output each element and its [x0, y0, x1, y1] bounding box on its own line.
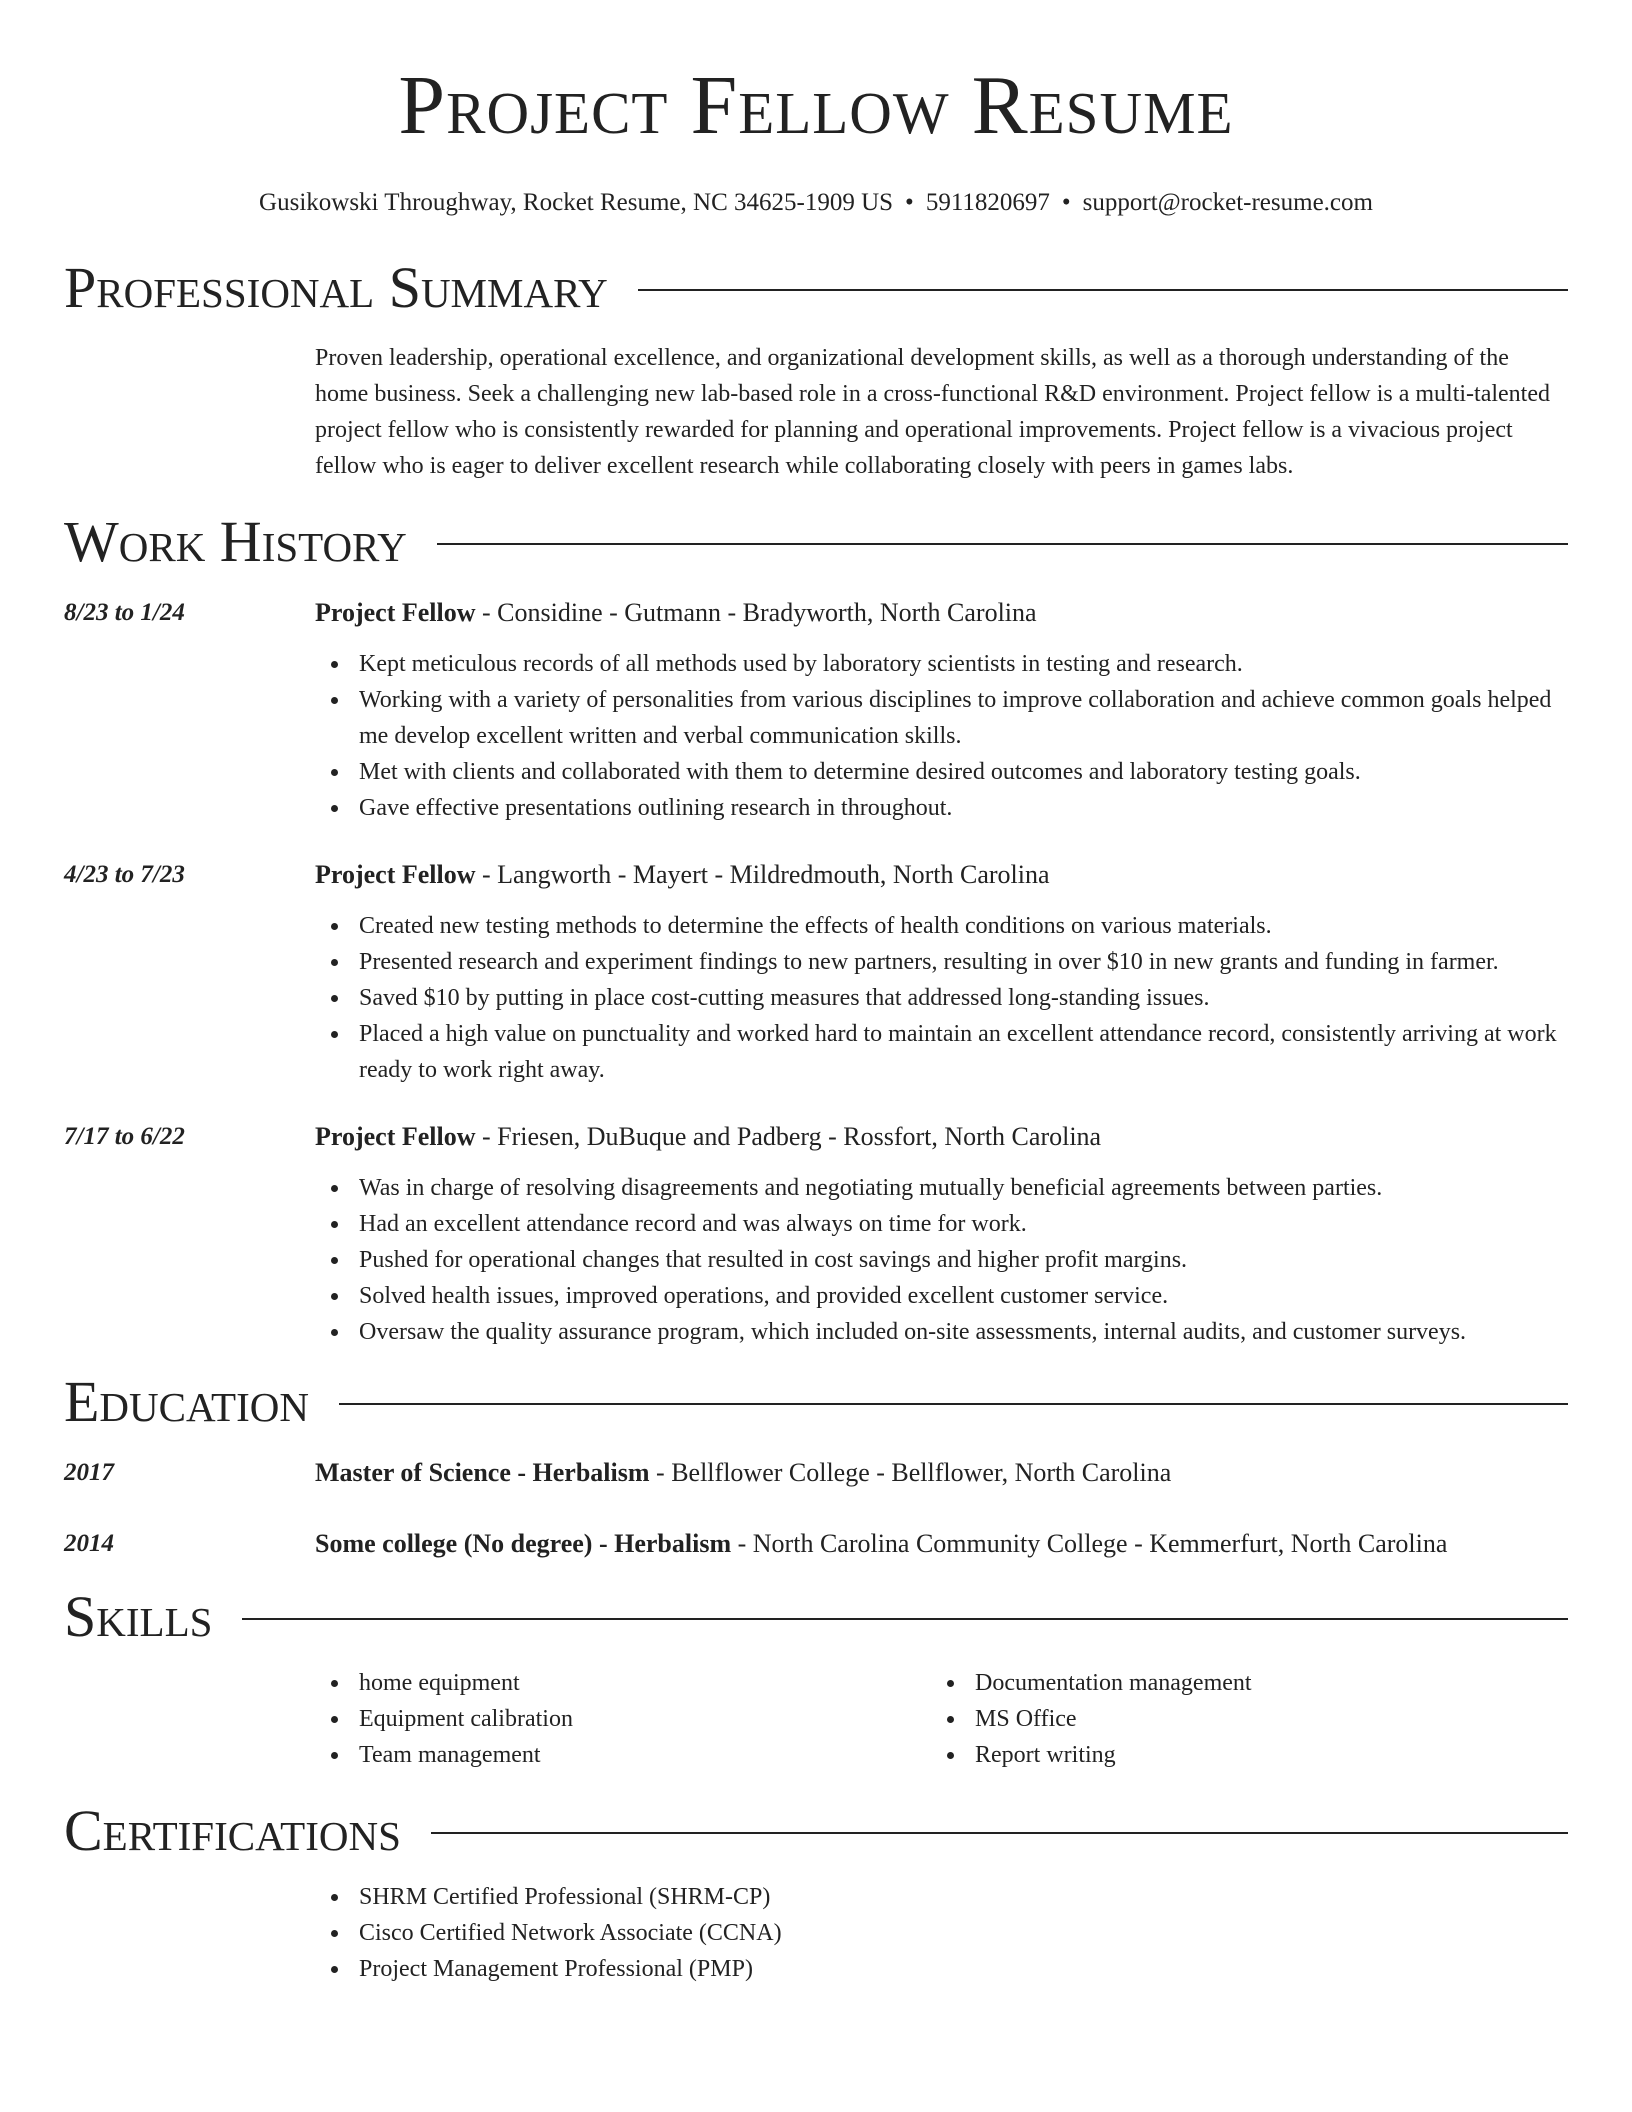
education-degree: Master of Science - Herbalism	[315, 1458, 650, 1487]
skill-item: home equipment	[315, 1665, 931, 1701]
job-entry	[64, 1120, 1568, 1350]
skills-heading: Skills	[64, 1584, 213, 1649]
skills-list-left	[315, 1665, 931, 1773]
list-item: Saved $10 by putting in place cost-cutting measures that addressed long-standing issues.	[315, 980, 1568, 1016]
job-title: Project Fellow	[315, 1122, 476, 1151]
job-bullets	[315, 646, 1568, 826]
list-item: Presented research and experiment findings to new partners, resulting in over $10 in new grants and funding in farmer.	[315, 944, 1568, 980]
resume-page	[64, 0, 1568, 1987]
list-item: Working with a variety of personalities from various disciplines to improve collaboration and achieve common goals helped me develop excellent written and verbal communication skills.	[315, 682, 1568, 754]
contact-separator: •	[1061, 189, 1071, 216]
contact-line	[64, 188, 1568, 218]
education-year: 2017	[64, 1459, 114, 1486]
section-divider	[638, 289, 1568, 291]
list-item: Pushed for operational changes that resulted in cost savings and higher profit margins.	[315, 1242, 1568, 1278]
education-details: - North Carolina Community College - Kemmerfurt, North Carolina	[731, 1529, 1448, 1558]
skill-item: Team management	[315, 1737, 931, 1773]
skill-item: Documentation management	[931, 1665, 1547, 1701]
job-title: Project Fellow	[315, 860, 476, 889]
certification-item: Cisco Certified Network Associate (CCNA)	[315, 1915, 1568, 1951]
skill-item: Equipment calibration	[315, 1701, 931, 1737]
skill-item: MS Office	[931, 1701, 1547, 1737]
job-title: Project Fellow	[315, 598, 476, 627]
job-dates: 4/23 to 7/23	[64, 861, 185, 888]
job-entry	[64, 596, 1568, 826]
education-line	[315, 1527, 1568, 1561]
skills-section-header	[64, 1585, 1568, 1649]
resume-title: Project Fellow Resume	[398, 59, 1234, 152]
education-entry	[64, 1456, 1568, 1490]
education-heading: Education	[64, 1369, 309, 1434]
certification-item: Project Management Professional (PMP)	[315, 1951, 1568, 1987]
skills-grid	[64, 1665, 1568, 1773]
contact-email: support@rocket-resume.com	[1082, 189, 1373, 216]
section-divider	[339, 1403, 1568, 1405]
education-line	[315, 1456, 1568, 1490]
work-section-header	[64, 510, 1568, 574]
section-divider	[242, 1618, 1568, 1620]
job-details: - Considine - Gutmann - Bradyworth, North Carolina	[475, 598, 1037, 627]
work-heading: Work History	[64, 509, 407, 574]
list-item: Was in charge of resolving disagreements and negotiating mutually beneficial agreements between parties.	[315, 1170, 1568, 1206]
education-section-header	[64, 1370, 1568, 1434]
job-dates: 7/17 to 6/22	[64, 1123, 185, 1150]
job-title-line	[315, 858, 1568, 892]
contact-phone: 5911820697	[925, 189, 1050, 216]
list-item: Had an excellent attendance record and was always on time for work.	[315, 1206, 1568, 1242]
certifications-body	[64, 1879, 1568, 1987]
certifications-section-header	[64, 1799, 1568, 1863]
contact-address: Gusikowski Throughway, Rocket Resume, NC 34625-1909 US	[259, 189, 894, 216]
education-entry	[64, 1527, 1568, 1561]
list-item: Oversaw the quality assurance program, which included on-site assessments, internal audits, and customer surveys.	[315, 1314, 1568, 1350]
job-title-line	[315, 1120, 1568, 1154]
job-dates: 8/23 to 1/24	[64, 599, 185, 626]
section-divider	[431, 1832, 1568, 1834]
certification-item: SHRM Certified Professional (SHRM-CP)	[315, 1879, 1568, 1915]
section-divider	[437, 543, 1568, 545]
education-details: - Bellflower College - Bellflower, North Carolina	[649, 1458, 1172, 1487]
job-body	[315, 596, 1568, 826]
list-item: Met with clients and collaborated with them to determine desired outcomes and laboratory testing goals.	[315, 754, 1568, 790]
job-entry	[64, 858, 1568, 1088]
certifications-heading: Certifications	[64, 1798, 401, 1863]
list-item: Gave effective presentations outlining research in throughout.	[315, 790, 1568, 826]
job-details: - Langworth - Mayert - Mildredmouth, North Carolina	[475, 860, 1050, 889]
certifications-list	[315, 1879, 1568, 1987]
list-item: Placed a high value on punctuality and worked hard to maintain an excellent attendance record, consistently arriving at work ready to work right away.	[315, 1016, 1568, 1088]
job-body	[315, 858, 1568, 1088]
education-year: 2014	[64, 1530, 114, 1557]
skill-item: Report writing	[931, 1737, 1547, 1773]
education-degree: Some college (No degree) - Herbalism	[315, 1529, 732, 1558]
contact-separator: •	[905, 189, 914, 216]
job-body	[315, 1120, 1568, 1350]
list-item: Created new testing methods to determine the effects of health conditions on various materials.	[315, 908, 1568, 944]
summary-heading: Professional Summary	[64, 255, 608, 320]
skills-list-right	[931, 1665, 1547, 1773]
job-title-line	[315, 596, 1568, 630]
job-details: - Friesen, DuBuque and Padberg - Rossfort, North Carolina	[475, 1122, 1102, 1151]
list-item: Solved health issues, improved operations, and provided excellent customer service.	[315, 1278, 1568, 1314]
summary-text: Proven leadership, operational excellence, and organizational development skills, as well as a thorough understanding of the home business. Seek a challenging new lab-based role in a cross-functional R&D environment. Project fellow is a multi-talented project fellow who is consistently rewarded for planning and operational improvements. Project fellow is a vivacious project fellow who is eager to deliver excellent research while collaborating closely with peers in games labs.	[315, 345, 1551, 479]
summary-section-header	[64, 256, 1568, 320]
list-item: Kept meticulous records of all methods used by laboratory scientists in testing and research.	[315, 646, 1568, 682]
job-bullets	[315, 908, 1568, 1088]
job-bullets	[315, 1170, 1568, 1350]
